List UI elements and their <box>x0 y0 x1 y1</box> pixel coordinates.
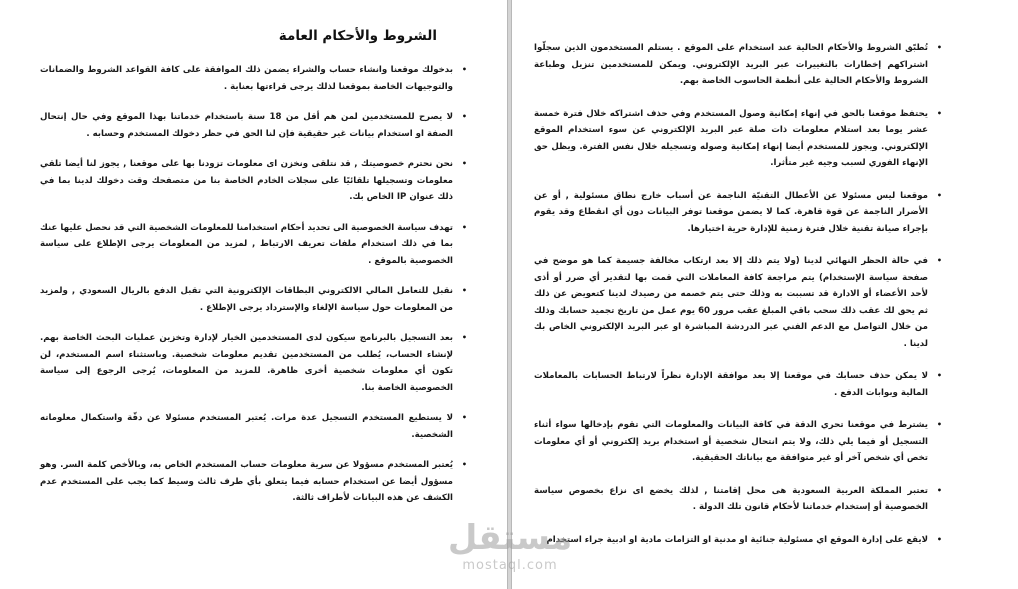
list-item <box>534 417 946 467</box>
list-item <box>534 253 946 352</box>
list-item-text: يشترط في موقعنا تحري الدقة في كافة البيانات والمعلومات التي تقوم بإدخالها سواء أثناء التسجيل أو فيما يلي ذلك، ولا يتم انتحال شخصية أو استخدام بريد إلكتروني أو أي معلومات تخص أي شخص آخر أو غير متوافقة مع بياناتك الحقيقية. <box>534 420 928 463</box>
terms-list-right <box>534 40 946 548</box>
list-item-text: يُعتبر المستخدم مسؤولا عن سرية معلومات حساب المستخدم الخاص به، وبالأخص كلمة السر. وهو مسؤول أيضا عن استخدام حسابه فيما يتعلق بأي طرف ثالث وسيط كما يجب على المستخدم عدم الكشف عن هذه البيانات لأطراف ثالثة. <box>40 460 453 503</box>
list-item <box>40 62 471 95</box>
watermark-latin: mostaql.com <box>462 558 558 573</box>
list-item-text: لا يستطيع المستخدم التسجيل عدة مرات. يُعتبر المستخدم مسئولا عن دقّة واستكمال معلوماته الشخصية. <box>40 413 453 440</box>
bullet-icon: • <box>936 485 942 495</box>
bullet-icon: • <box>936 534 942 544</box>
left-page <box>0 0 507 589</box>
bullet-icon: • <box>936 43 942 52</box>
bullet-icon: • <box>936 371 942 380</box>
bullet-icon: • <box>936 190 942 200</box>
bullet-icon: • <box>461 65 467 74</box>
list-item <box>534 368 946 401</box>
bullet-icon: • <box>936 256 942 265</box>
list-item <box>534 106 946 172</box>
list-item-text: تعتبر المملكة العربية السعودية هى محل إقامتنا , لذلك يخضع اى نزاع بخصوص سياسة الخصوصية أو إستخدام خدماتنا لأحكام قانون تلك الدولة . <box>534 485 928 512</box>
bullet-icon: • <box>936 108 942 118</box>
bullet-icon: • <box>936 420 942 429</box>
list-item <box>534 483 946 516</box>
list-item <box>534 532 946 549</box>
list-item <box>534 188 946 238</box>
list-item-text: نحن نحترم خصوصيتك , قد نتلقى ونخزن اى معلومات تزودنا بها على موقعنا , يجوز لنا أيضا تلقي معلومات وتسجيلها تلقائيًا على سجلات الخادم الخاصة بنا من متصفحك وقت دخولك لدينا بما في ذلك عنوان IP الخاص بك. <box>40 159 453 202</box>
bullet-icon: • <box>461 333 467 342</box>
terms-list-left <box>40 62 471 507</box>
list-item-text: تهدف سياسة الخصوصية الى تحديد أحكام استخدامنا للمعلومات الشخصية التي قد نحصل عليها عنك بما في ذلك استخدام ملفات تعريف الارتباط , لمزيد من المعلومات يرجى الإطلاع على سياسة الخصوصية بالموقع . <box>40 222 453 266</box>
bullet-icon: • <box>461 222 467 232</box>
list-item-text: بدخولك موقعنا وانشاء حساب والشراء يضمن ذلك الموافقة على كافة القواعد الشروط والضمانات والتوجيهات الخاصة بموقعنا لذلك يرجى قراءتها بعناية . <box>40 65 453 92</box>
list-item-text: لا يصرح للمستخدمين لمن هم أقل من 18 سنة باستخدام خدماتنا بهذا الموقع وفي حال إنتحال الصفة او استخدام بيانات غير حقيقية فإن لنا الحق في حظر دخولك المستخدم وحسابه . <box>40 112 453 139</box>
list-item-text: بعد التسجيل بالبرنامج سيكون لدى المستخدمين الخيار لإدارة وتخزين عمليات البحث الخاصة بهم. لإنشاء الحساب، يُطلب من المستخدمين تقديم معلومات شخصية. وباستثناء اسم المستخدم، لن تكون أي معلومات شخصية أخرى ظاهرة. للمزيد من المعلومات، يُرجى الرجوع إلى سياسة الخصوصية الخاصة بنا. <box>40 333 453 393</box>
bullet-icon: • <box>461 286 467 295</box>
list-item-text: في حالة الحظر النهائي لدينا (ولا يتم ذلك إلا بعد ارتكاب مخالفة جسيمة كما هو موضح في صفحة سياسة الإستخدام) يتم مراجعة كافة المعاملات التي قمت بها لتقدير أي ضرر أو أذى لأحد الأعضاء أو الادارة قد تسببت به وذلك حتى يتم خصمه من رصيدك لدينا كتعويض عن ذلك ثم يحق لك عقب ذلك سحب باقي المبلغ عقب مرور 60 يوم عمل من تاريخ تجميد حسابك وذلك من خلال التواصل مع الدعم الفني عبر الدردشة المباشرة او عبر البريد الإلكتروني الخاص بك لدينا . <box>534 256 928 349</box>
list-item-text: موقعنا ليس مسئولا عن الأعطال التقنيّة الناجمة عن أسباب خارج نطاق مسئولية , أو عن الأضرار الناجمة عن قوة قاهرة. كما لا يضمن موقعنا توفر البيانات دون أي انقطاع وقد يقوم بإجراء صيانة تقنية خلال فترة زمنية للإدارة حرية اختيارها. <box>534 190 928 234</box>
list-item <box>40 457 471 507</box>
list-item <box>534 40 946 90</box>
bullet-icon: • <box>461 460 467 469</box>
right-page <box>512 0 1018 589</box>
page-title: الشروط والأحكام العامة <box>278 28 437 44</box>
bullet-icon: • <box>461 413 467 422</box>
list-item-text: يحتفظ موقعنا بالحق في إنهاء إمكانية وصول المستخدم وفي حذف اشتراكه خلال فترة خمسة عشر يوما بعد استلام معلومات ذات صلة عبر البريد الإلكتروني عن سوء استخدام الموقع الإلكتروني. ويجوز للمستخدم أيضا إنهاء إمكانية وصوله وتسجيله خلال نفس الفترة. ويظل حق الإنهاء الفوري لسبب وجيه غير متأثرا. <box>534 108 928 168</box>
list-item <box>40 109 471 142</box>
watermark-arabic: مستقل <box>447 518 573 558</box>
list-item <box>40 410 471 443</box>
list-item <box>40 156 471 206</box>
list-item <box>40 330 471 396</box>
list-item-text: لايقع على إدارة الموقع اي مسئولية جنائية او مدنية او التزامات مادية او ادبية جراء استخدام <box>546 534 928 545</box>
bullet-icon: • <box>461 159 467 168</box>
list-item-text: تُطبّق الشروط والأحكام الحالية عند استخدام على الموقع . يستلم المستخدمون الذين سجلّوا اشتراكهم إخطارات بالتغييرات عبر البريد الإلكتروني. ويمكن للمستخدمين تنزيل وطباعة الشروط والأحكام الحالية على أنظمة الحاسوب الخاصة بهم. <box>534 43 928 86</box>
bullet-icon: • <box>461 112 467 121</box>
list-item <box>40 283 471 316</box>
list-item-text: لا يمكن حذف حسابك في موقعنا إلا بعد موافقة الإدارة نظراً لارتباط الحسابات بالمعاملات المالية وبوابات الدفع . <box>534 371 928 398</box>
list-item-text: نقبل للتعامل المالي الالكتروني البطاقات الإلكترونية التي تقبل الدفع بالريال السعودي , ولمزيد من المعلومات حول سياسة الإلغاء والإسترداد يرجى الإطلاع . <box>40 286 453 313</box>
list-item <box>40 220 471 270</box>
